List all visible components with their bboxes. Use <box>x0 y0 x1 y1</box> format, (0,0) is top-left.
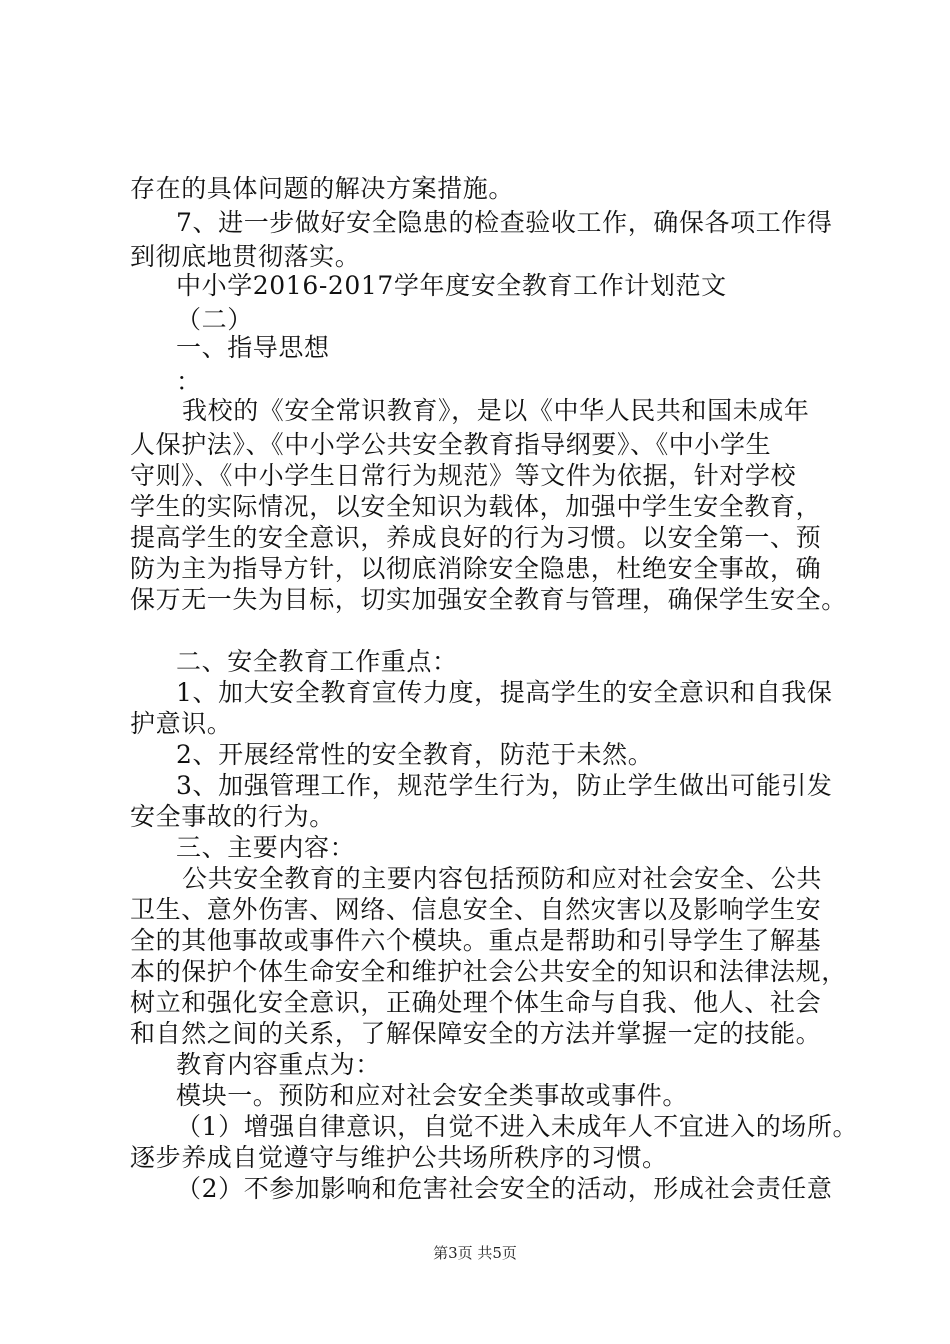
text-line: 7、进一步做好安全隐患的检查验收工作，确保各项工作得 <box>176 208 833 237</box>
text-line: （1）增强自律意识，自觉不进入未成年人不宜进入的场所。 <box>176 1112 859 1141</box>
text-line: 1、加大安全教育宣传力度，提高学生的安全意识和自我保 <box>176 678 833 707</box>
section-title: 中小学2016-2017学年度安全教育工作计划范文 <box>176 271 727 300</box>
text-line: 人保护法》、《中小学公共安全教育指导纲要》、《中小学生 <box>130 430 772 459</box>
text-line: 守则》、《中小学生日常行为规范》等文件为依据，针对学校 <box>130 461 797 490</box>
text-line: 逐步养成自觉遵守与维护公共场所秩序的习惯。 <box>130 1143 668 1172</box>
text-line: 2、开展经常性的安全教育，防范于未然。 <box>176 740 654 769</box>
text-line: 树立和强化安全意识，正确处理个体生命与自我、他人、社会 <box>130 988 822 1017</box>
text-line: 存在的具体问题的解决方案措施。 <box>130 174 515 203</box>
text-line: 模块一。预防和应对社会安全类事故或事件。 <box>176 1081 689 1110</box>
text-line: （2）不参加影响和危害社会安全的活动，形成社会责任意 <box>176 1174 833 1203</box>
text-line: 3、加强管理工作，规范学生行为，防止学生做出可能引发 <box>176 771 833 800</box>
text-line: 学生的实际情况，以安全知识为载体，加强中学生安全教育， <box>130 492 822 521</box>
section-subtitle: （二） <box>176 305 253 334</box>
page-number-footer: 第3页 共5页 <box>433 1244 517 1262</box>
text-line: 教育内容重点为： <box>176 1050 381 1079</box>
text-line: 保万无一失为目标，切实加强安全教育与管理，确保学生安全。 <box>130 585 847 614</box>
text-line: ： <box>176 367 202 396</box>
text-line: 安全事故的行为。 <box>130 802 335 831</box>
text-line: 和自然之间的关系，了解保障安全的方法并掌握一定的技能。 <box>130 1019 822 1048</box>
heading-key-points: 二、安全教育工作重点： <box>176 647 458 676</box>
text-line: 公共安全教育的主要内容包括预防和应对社会安全、公共 <box>182 864 823 893</box>
text-line: 卫生、意外伤害、网络、信息安全、自然灾害以及影响学生安 <box>130 895 822 924</box>
text-line: 全的其他事故或事件六个模块。重点是帮助和引导学生了解基 <box>130 926 822 955</box>
text-line: 防为主为指导方针，以彻底消除安全隐患，杜绝安全事故，确 <box>130 554 822 583</box>
heading-main-content: 三、主要内容： <box>176 833 356 862</box>
text-line: 本的保护个体生命安全和维护社会公共安全的知识和法律法规， <box>130 957 847 986</box>
heading-guiding-thought: 一、指导思想 <box>176 333 330 362</box>
text-line: 到彻底地贯彻落实。 <box>130 242 361 271</box>
text-line: 护意识。 <box>130 709 233 738</box>
text-line: 我校的《安全常识教育》，是以《中华人民共和国未成年 <box>182 396 810 425</box>
text-line: 提高学生的安全意识，养成良好的行为习惯。以安全第一、预 <box>130 523 822 552</box>
